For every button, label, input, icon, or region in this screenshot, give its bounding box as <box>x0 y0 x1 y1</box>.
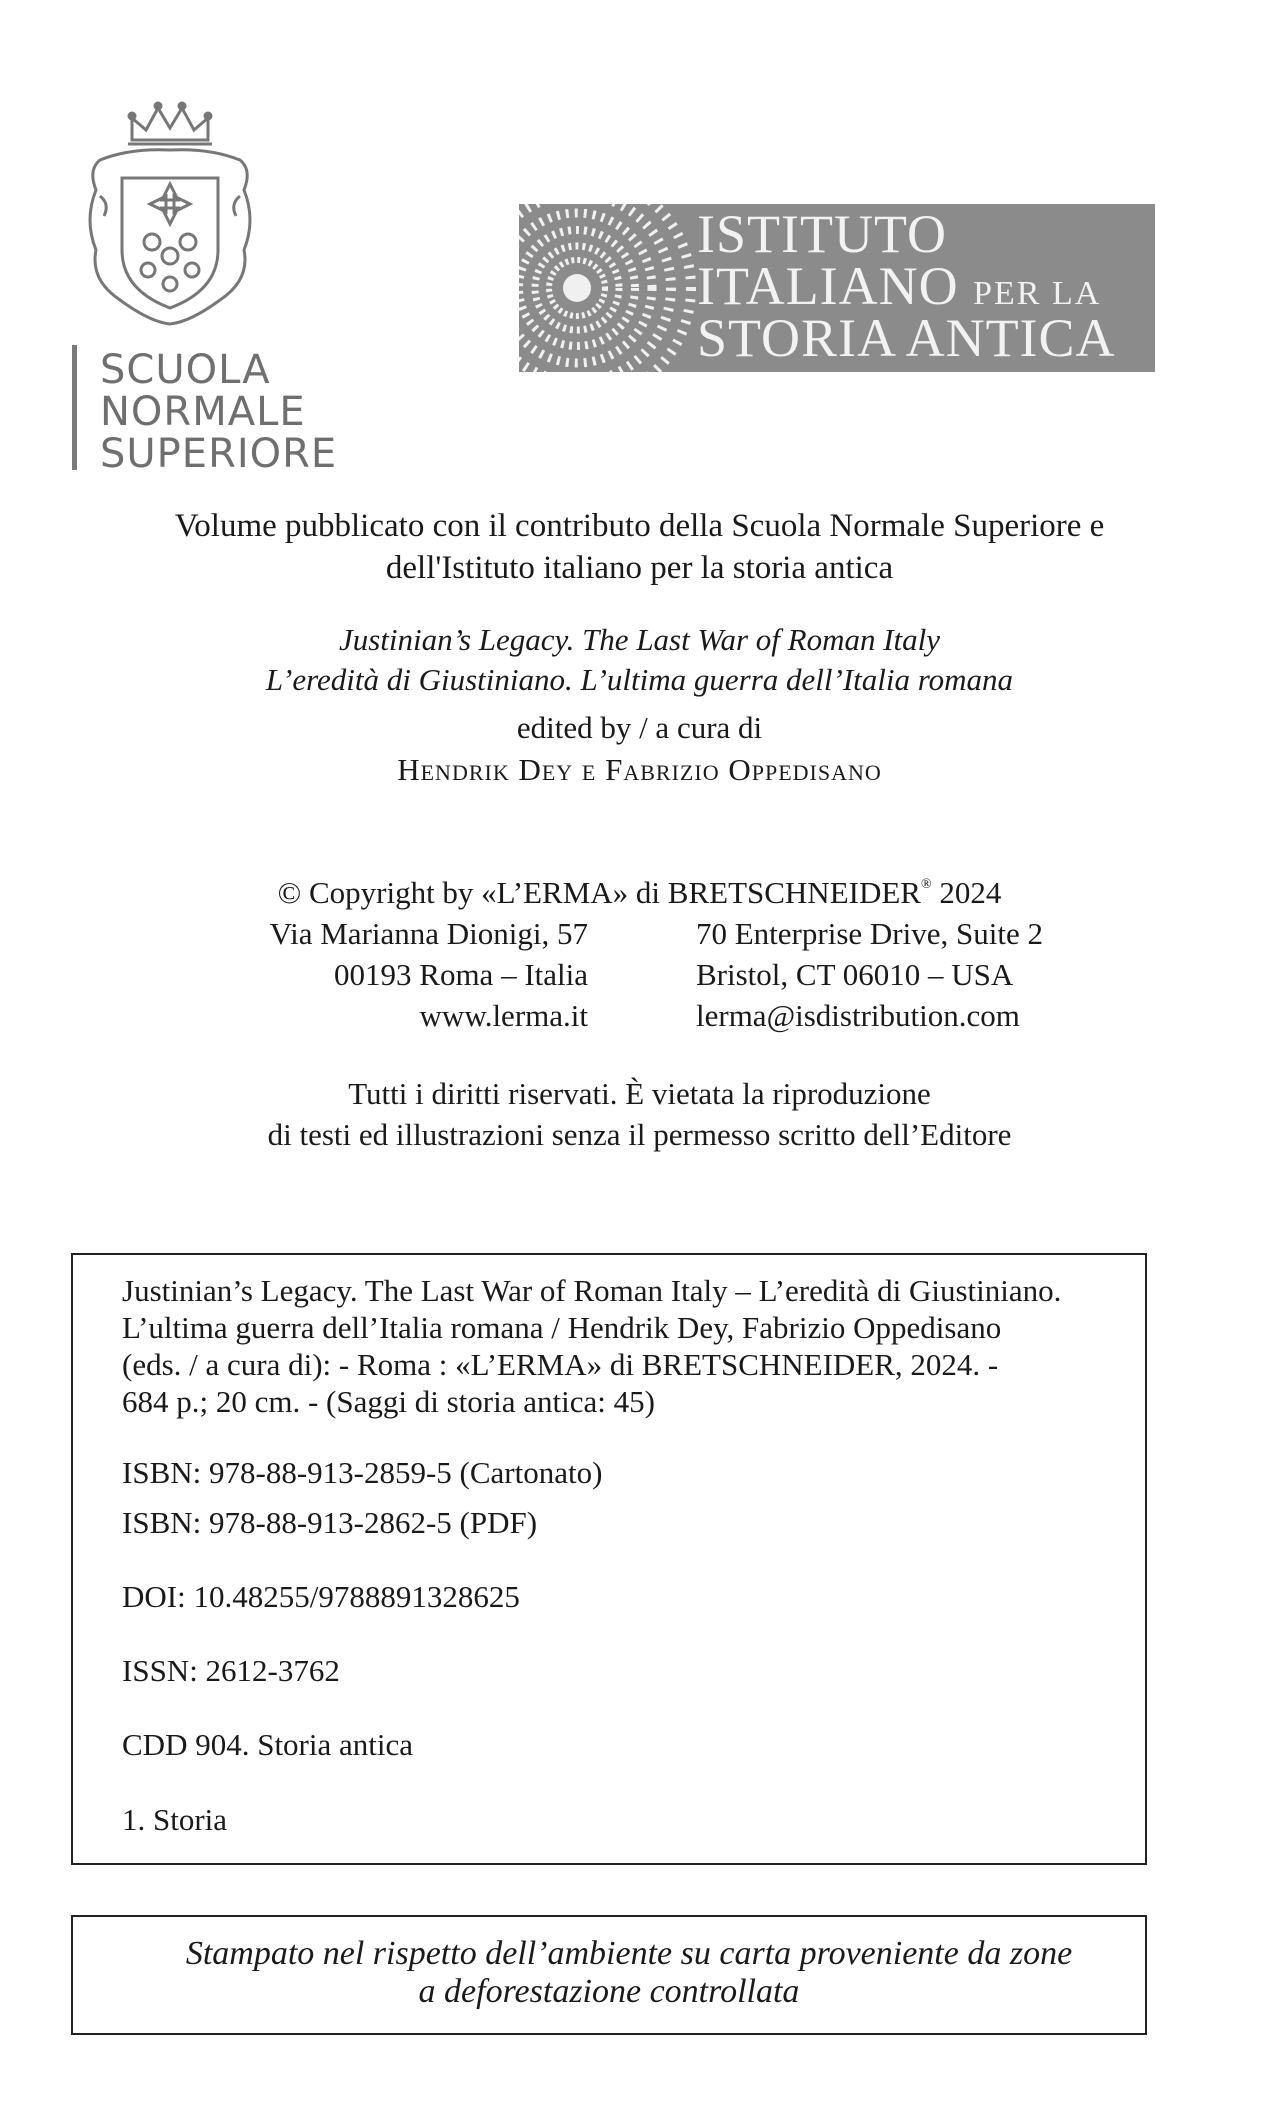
contribution-line2: dell'Istituto italiano per la storia antica <box>385 550 894 586</box>
printing-note-line1: Stampato nel rispetto dell’ambiente su carta proveniente da zone <box>185 1935 1073 1972</box>
registered-mark: ® <box>920 877 932 892</box>
isbn-pdf: ISBN: 978-88-913-2862-5 (PDF) <box>122 1505 538 1540</box>
address-usa-city: Bristol, CT 06010 – USA <box>696 957 1014 992</box>
iisa-name-line3: STORIA ANTICA <box>697 308 1116 368</box>
radiating-rings-icon <box>519 204 699 372</box>
issn: ISSN: 2612-3762 <box>122 1653 340 1688</box>
rights-line1: Tutti i diritti riservati. È vietata la riproduzione <box>348 1076 931 1111</box>
address-italy-street: Via Marianna Dionigi, 57 <box>269 916 588 951</box>
sns-name-line3: SUPERIORE <box>100 431 338 477</box>
copyright-line <box>0 875 1279 911</box>
isbn-print: ISBN: 978-88-913-2859-5 (Cartonato) <box>122 1455 603 1490</box>
contribution-line1: Volume pubblicato con il contributo della Scuola Normale Superiore e <box>174 508 1105 544</box>
iisa-name-line2-main: ITALIANO <box>697 256 959 316</box>
editors: Hendrik Dey e Fabrizio Oppedisano <box>397 752 882 787</box>
sns-divider <box>72 345 77 470</box>
catalogue-description-line3: (eds. / a cura di): - Roma : «L’ERMA» di BRETSCHNEIDER, 2024. - <box>122 1347 999 1382</box>
address-usa-street: 70 Enterprise Drive, Suite 2 <box>696 916 1043 951</box>
printing-note-box <box>71 1915 1147 2035</box>
copyright-text: © Copyright by «L’ERMA» di BRETSCHNEIDER <box>277 875 921 910</box>
sns-name-line1: SCUOLA <box>100 347 271 393</box>
publisher-email: lerma@isdistribution.com <box>696 998 1020 1033</box>
copyright-year: 2024 <box>939 875 1002 910</box>
catalogue-description-line2: L’ultima guerra dell’Italia romana / Hendrik Dey, Fabrizio Oppedisano <box>122 1310 1002 1345</box>
doi: DOI: 10.48255/9788891328625 <box>122 1579 520 1614</box>
sns-logo <box>70 100 350 480</box>
iisa-name-line1: ISTITUTO <box>697 204 947 264</box>
catalogue-description-line1: Justinian’s Legacy. The Last War of Roman Italy – L’eredità di Giustiniano. <box>122 1273 1062 1308</box>
rights-line2: di testi ed illustrazioni senza il permesso scritto dell’Editore <box>267 1117 1012 1152</box>
subject: 1. Storia <box>122 1802 228 1837</box>
iisa-name-line2-small: PER LA <box>973 275 1102 312</box>
book-title-english: Justinian’s Legacy. The Last War of Roman Italy <box>338 622 941 657</box>
publisher-website: www.lerma.it <box>419 998 588 1033</box>
edited-by: edited by / a cura di <box>516 710 763 745</box>
printing-note-line2: a deforestazione controllata <box>418 1973 800 2010</box>
sns-name-line2: NORMALE <box>100 389 306 435</box>
catalogue-box <box>71 1253 1147 1865</box>
address-italy-city: 00193 Roma – Italia <box>334 957 588 992</box>
catalogue-description-line4: 684 p.; 20 cm. - (Saggi di storia antica: 45) <box>122 1384 655 1419</box>
book-title-italian: L’eredità di Giustiniano. L’ultima guerra dell’Italia romana <box>265 662 1014 697</box>
crest-icon <box>70 100 270 330</box>
dewey-classification: CDD 904. Storia antica <box>122 1727 414 1762</box>
iisa-logo <box>519 204 1155 372</box>
